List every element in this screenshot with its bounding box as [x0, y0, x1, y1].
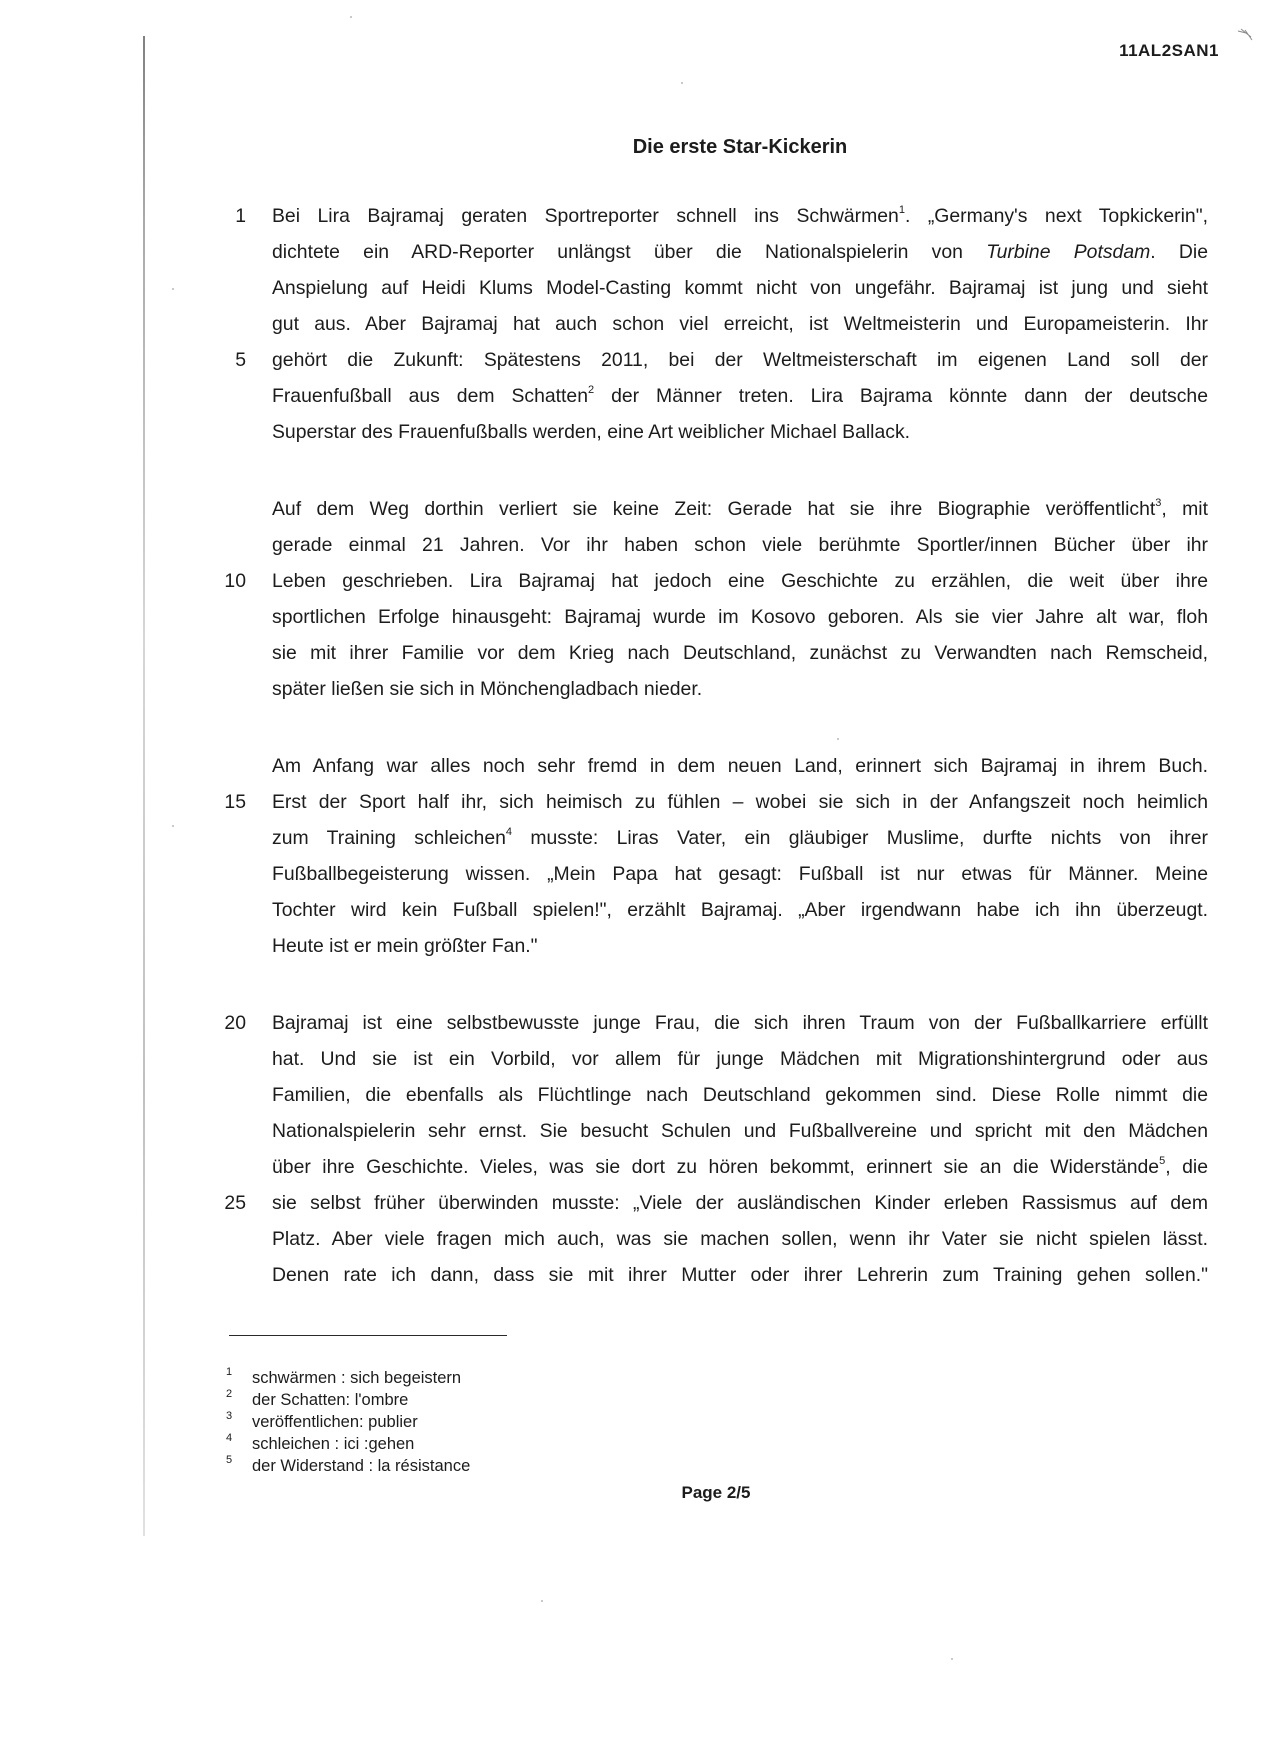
text-run: hat. Und sie ist ein Vorbild, vor allem für junge Mädchen mit Migrationshintergrund oder aus: [272, 1048, 1208, 1070]
line-number: 1: [235, 205, 246, 227]
text-run: Tochter wird kein Fußball spielen!", erzählt Bajramaj. „Aber irgendwann habe ich ihn überzeugt.: [272, 899, 1208, 921]
text-run: der Männer treten. Lira Bajrama könnte dann der deutsche: [594, 385, 1208, 407]
text-run: Nationalspielerin sehr ernst. Sie besucht Schulen und Fußballvereine und spricht mit den Mädchen: [272, 1120, 1208, 1142]
text-line: [272, 1221, 1208, 1257]
text-run: Erst der Sport half ihr, sich heimisch zu fühlen – wobei sie sich in der Anfangszeit noch heimlich: [272, 791, 1208, 813]
text-line: [272, 928, 1208, 964]
text-run: Anspielung auf Heidi Klums Model-Casting kommt nicht von ungefähr. Bajramaj ist jung und sieht: [272, 277, 1208, 299]
text-line: [272, 671, 1208, 707]
scan-speck: [837, 738, 839, 740]
text-run: Platz. Aber viele fragen mich auch, was sie machen sollen, wenn ihr Vater sie nicht spielen lässt.: [272, 1228, 1208, 1250]
text-line: [272, 1005, 1208, 1041]
text-line: [272, 892, 1208, 928]
text-line: [272, 270, 1208, 306]
text-run: Turbine Potsdam: [986, 241, 1151, 263]
footnote-text: der Widerstand : la résistance: [252, 1457, 471, 1475]
scan-speck: [172, 825, 174, 827]
text-line: [272, 1113, 1208, 1149]
page-title: Die erste Star-Kickerin: [632, 136, 848, 158]
text-line: [272, 198, 1208, 234]
line-number: 15: [224, 791, 246, 813]
text-run: über ihre Geschichte. Vieles, was sie dort zu hören bekommt, erinnert sie an die Widerstände: [272, 1156, 1160, 1178]
text-run: Heute ist er mein größter Fan.": [272, 935, 538, 957]
text-run: Leben geschrieben. Lira Bajramaj hat jedoch eine Geschichte zu erzählen, die weit über ihre: [272, 570, 1208, 592]
text-line: [272, 378, 1208, 414]
page-number: Page 2/5: [681, 1483, 751, 1502]
footnote-number: 3: [226, 1410, 233, 1422]
text-run: Am Anfang war alles noch sehr fremd in dem neuen Land, erinnert sich Bajramaj in ihrem Buch.: [272, 755, 1208, 777]
text-run: Bajramaj ist eine selbstbewusste junge Frau, die sich ihren Traum von der Fußballkarriere erfüllt: [272, 1012, 1208, 1034]
text-run: gehört die Zukunft: Spätestens 2011, bei der Weltmeisterschaft im eigenen Land soll der: [272, 349, 1208, 371]
line-number: 5: [235, 349, 246, 371]
text-line: [272, 635, 1208, 671]
scan-speck: [172, 288, 174, 290]
text-line: [272, 342, 1208, 378]
text-run: dichtete ein ARD-Reporter unlängst über die Nationalspielerin von: [272, 241, 987, 263]
footnote-number: 4: [226, 1432, 233, 1444]
text-line: [272, 527, 1208, 563]
scan-speck: [350, 16, 352, 18]
text-run: gut aus. Aber Bajramaj hat auch schon viel erreicht, ist Weltmeisterin und Europameisterin. Ihr: [272, 313, 1208, 335]
footnote-number: 1: [226, 1366, 233, 1378]
text-run: Frauenfußball aus dem Schatten: [272, 385, 588, 407]
document-code: 11AL2SAN1: [1119, 41, 1219, 60]
scan-speck: [541, 1600, 543, 1602]
text-run: Fußballbegeisterung wissen. „Mein Papa hat gesagt: Fußball ist nur etwas für Männer. Meine: [272, 863, 1208, 885]
text-run: . „Germany's next Topkickerin",: [904, 205, 1208, 227]
text-run: sie selbst früher überwinden musste: „Viele der ausländischen Kinder erleben Rassismus auf dem: [272, 1192, 1208, 1214]
text-line: [272, 306, 1208, 342]
text-line: [272, 491, 1208, 527]
text-run: . Die: [1150, 241, 1208, 263]
text-line: [272, 563, 1208, 599]
text-run: musste: Liras Vater, ein gläubiger Muslime, durfte nichts von ihrer: [512, 827, 1209, 849]
text-run: zum Training schleichen: [272, 827, 506, 849]
text-line: [272, 1257, 1208, 1293]
text-line: [272, 599, 1208, 635]
line-number: 25: [224, 1192, 246, 1214]
footnote-ref: 2: [588, 383, 595, 396]
text-run: Familien, die ebenfalls als Flüchtlinge nach Deutschland gekommen sind. Diese Rolle nimmt die: [272, 1084, 1208, 1106]
footnote-divider: [229, 1335, 507, 1336]
footnote-ref: 1: [898, 203, 905, 216]
footnote-ref: 5: [1159, 1154, 1166, 1167]
text-line: [272, 1149, 1208, 1185]
footnote-ref: 3: [1155, 496, 1162, 509]
text-line: [272, 820, 1208, 856]
text-run: Superstar des Frauenfußballs werden, eine Art weiblicher Michael Ballack.: [272, 421, 911, 443]
text-line: [272, 856, 1208, 892]
text-line: [272, 784, 1208, 820]
footnote-text: der Schatten: l'ombre: [252, 1391, 409, 1409]
text-run: später ließen sie sich in Mönchengladbach nieder.: [272, 678, 703, 700]
footnote-number: 5: [226, 1454, 233, 1466]
footnote-number: 2: [226, 1388, 233, 1400]
text-run: , mit: [1161, 498, 1208, 520]
scan-speck: [681, 82, 683, 84]
footnote-text: schleichen : ici :gehen: [252, 1435, 415, 1453]
text-run: Bei Lira Bajramaj geraten Sportreporter schnell ins Schwärmen: [272, 205, 899, 227]
text-run: gerade einmal 21 Jahren. Vor ihr haben schon viele berühmte Sportler/innen Bücher über ihr: [272, 534, 1208, 556]
text-line: [272, 414, 1208, 450]
line-number: 10: [224, 570, 246, 592]
text-line: [272, 234, 1208, 270]
footnote-text: veröffentlichen: publier: [252, 1413, 418, 1431]
text-run: sie mit ihrer Familie vor dem Krieg nach Deutschland, zunächst zu Verwandten nach Remscheid,: [272, 642, 1208, 664]
text-run: sportlichen Erfolge hinausgeht: Bajramaj wurde im Kosovo geboren. Als sie vier Jahre alt war, floh: [272, 606, 1208, 628]
text-run: Auf dem Weg dorthin verliert sie keine Zeit: Gerade hat sie ihre Biographie veröffentlicht: [272, 498, 1156, 520]
line-number: 20: [224, 1012, 246, 1034]
text-run: Denen rate ich dann, dass sie mit ihrer Mutter oder ihrer Lehrerin zum Training gehen sollen.": [272, 1264, 1208, 1286]
text-line: [272, 748, 1208, 784]
text-line: [272, 1077, 1208, 1113]
footnote-ref: 4: [505, 825, 513, 838]
text-line: [272, 1041, 1208, 1077]
text-run: , die: [1165, 1156, 1208, 1178]
scan-speck: [951, 1658, 953, 1660]
footnote-text: schwärmen : sich begeistern: [252, 1369, 462, 1387]
text-line: [272, 1185, 1208, 1221]
